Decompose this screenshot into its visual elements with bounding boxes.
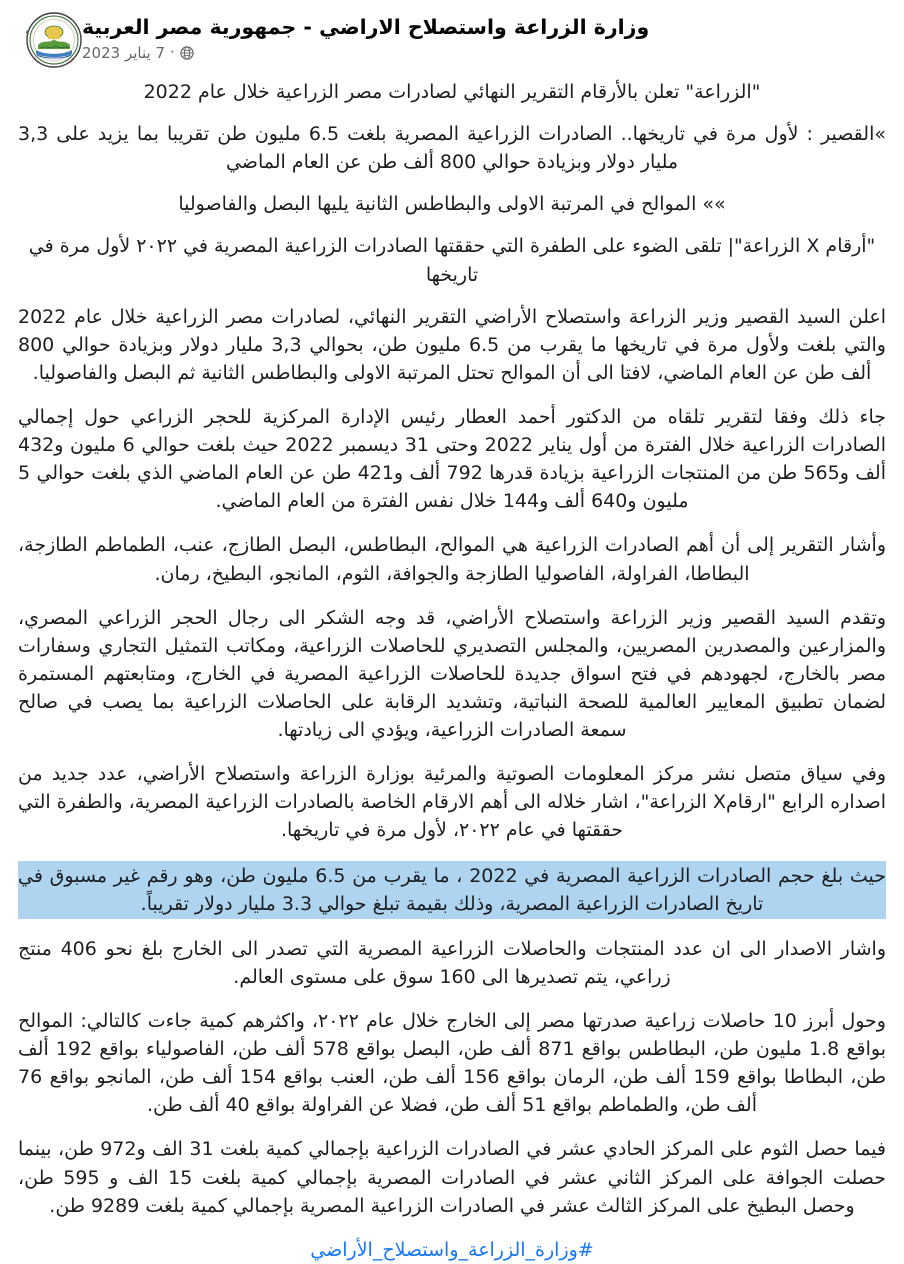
meta-separator: · <box>170 43 175 62</box>
page-name[interactable]: وزارة الزراعة واستصلاح الاراضي - جمهورية مصر العربية <box>82 15 650 39</box>
headline-3: »» الموالح في المرتبة الاولى والبطاطس الثانية يليها البصل والفاصوليا <box>178 193 726 216</box>
paragraph-1: اعلن السيد القصير وزير الزراعة واستصلاح الأراضي التقرير النهائي، لصادرات مصر الزراعية خلال عام 2022 والتي بلغت ولأول مرة في تاريخها ما يقرب من 6.5 مليون طن، بحوالي 3,3 مليار دولار وبزيادة حوالي 800 ألف طن عن العام الماضي، لافتا الى أن الموالح تحتل المرتبة الاولى والبطاطس الثانية ثم البصل والفاصوليا. <box>18 305 886 384</box>
paragraph-4: وتقدم السيد القصير وزير الزراعة واستصلاح الأراضي، قد وجه الشكر الى رجال الحجر الزراعي المصري، والمزارعين والمصدرين المصريين، والمجلس التصديري للحاصلات الزراعية، ومكاتب التمثيل التجاري وسفارات مصر بالخارج، لجهودهم في فتح اسواق جديدة للحاصلات الزراعية المصرية في الخارج، ومتابعتهم المستمرة لضمان تطبيق المعايير العالمية للصحة النباتية، وتشديد الرقابة على الحاصلات الزراعية بما يصب في صالح سمعة الصادرات الزراعية، ويؤدي الى زيادتها. <box>18 606 886 742</box>
headline-4: "أرقام X الزراعة"| تلقى الضوء على الطفرة التي حققتها الصادرات الزراعية المصرية في ٢٠٢٢ لأول مرة في تاريخها <box>28 235 876 286</box>
paragraph-7: وحول أبرز 10 حاصلات زراعية صدرتها مصر إلى الخارج خلال عام ٢٠٢٢، واكثرهم كمية جاءت كالتالي: الموالح بواقع 1.8 مليون طن، البطاطس بواقع 871 ألف طن، البصل بواقع 578 ألف طن، الفاصولياء بواقع 192 ألف طن، البطاطا بواقع 159 ألف طن، الرمان بواقع 156 ألف طن، العنب بواقع 154 ألف طن، المانجو بواقع 76 ألف طن، والطماطم بواقع 51 ألف طن، فضلا عن الفراولة بواقع 40 ألف طن. <box>18 1009 886 1117</box>
headline-1: "الزراعة" تعلن بالأرقام التقرير النهائي لصادرات مصر الزراعية خلال عام 2022 <box>143 81 761 103</box>
paragraph-8: فيما حصل الثوم على المركز الحادي عشر في الصادرات الزراعية بإجمالي كمية بلغت 31 الف و972 طن، بينما حصلت الجوافة على المركز الثاني عشر في الصادرات المصرية بإجمالي كمية بلغت 15 الف و 595 طن، وحصل البطيخ على المركز الثالث عشر في الصادرات الزراعية المصرية بإجمالي كمية بلغت 9289 طن. <box>18 1138 887 1217</box>
post-meta <box>82 44 194 62</box>
hashtag-link[interactable]: #وزارة_الزراعة_واستصلاح_الأراضي <box>310 1238 594 1261</box>
paragraph-2: جاء ذلك وفقا لتقرير تلقاه من الدكتور أحمد العطار رئيس الإدارة المركزية للحجر الزراعي حول إجمالي الصادرات الزراعية خلال الفترة من أول يناير 2022 وحتى 31 ديسمبر 2022 حيث بلغت حوالي 6 مليون و432 ألف و565 طن من المنتجات الزراعية بزيادة قدرها 792 ألف و421 طن عن العام الماضي الذي بلغت حوالي 5 مليون و640 ألف و144 خلال نفس الفترة من العام الماضي. <box>18 405 886 513</box>
post-header <box>0 0 904 78</box>
post-date[interactable]: 7 يناير 2023 <box>82 43 165 62</box>
page-avatar[interactable] <box>26 12 82 68</box>
globe-icon <box>180 46 194 60</box>
paragraph-6: واشار الاصدار الى ان عدد المنتجات والحاصلات الزراعية المصرية التي تصدر الى الخارج بلغ نحو 406 منتج زراعي، يتم تصديرها الى 160 سوق على مستوى العالم. <box>18 937 886 988</box>
paragraph-5: وفي سياق متصل نشر مركز المعلومات الصوتية والمرئية بوزارة الزراعة واستصلاح الأراضي، عدد جديد من اصداره الرابع "ارقامX الزراعة"، اشار خلاله الى أهم الارقام الخاصة بالصادرات الزراعية المصرية، والطفرة التي حققتها في عام ٢٠٢٢، لأول مرة في تاريخها. <box>18 763 886 842</box>
post-header-text <box>82 12 649 62</box>
highlighted-paragraph: حيث بلغ حجم الصادرات الزراعية المصرية في 2022 ، ما يقرب من 6.5 مليون طن، وهو رقم غير مسبوق في تاريخ الصادرات الزراعية المصرية، وذلك بقيمة تبلغ حوالي 3.3 مليار دولار تقريباً. <box>18 861 886 919</box>
headline-2: »القصير : لأول مرة في تاريخها.. الصادرات الزراعية المصرية بلغت 6.5 مليون طن تقريبا بما يزيد على 3,3 مليار دولار وبزيادة حوالي 800 ألف طن عن العام الماضي <box>18 123 886 174</box>
post-body <box>0 78 904 1264</box>
paragraph-3: وأشار التقرير إلى أن أهم الصادرات الزراعية هي الموالح، البطاطس، البصل الطازج، عنب، الطماطم الطازجة، البطاطا، الفراولة، الفاصوليا الطازجة والجوافة، الثوم، المانجو، البطيخ، رمان. <box>18 534 886 585</box>
